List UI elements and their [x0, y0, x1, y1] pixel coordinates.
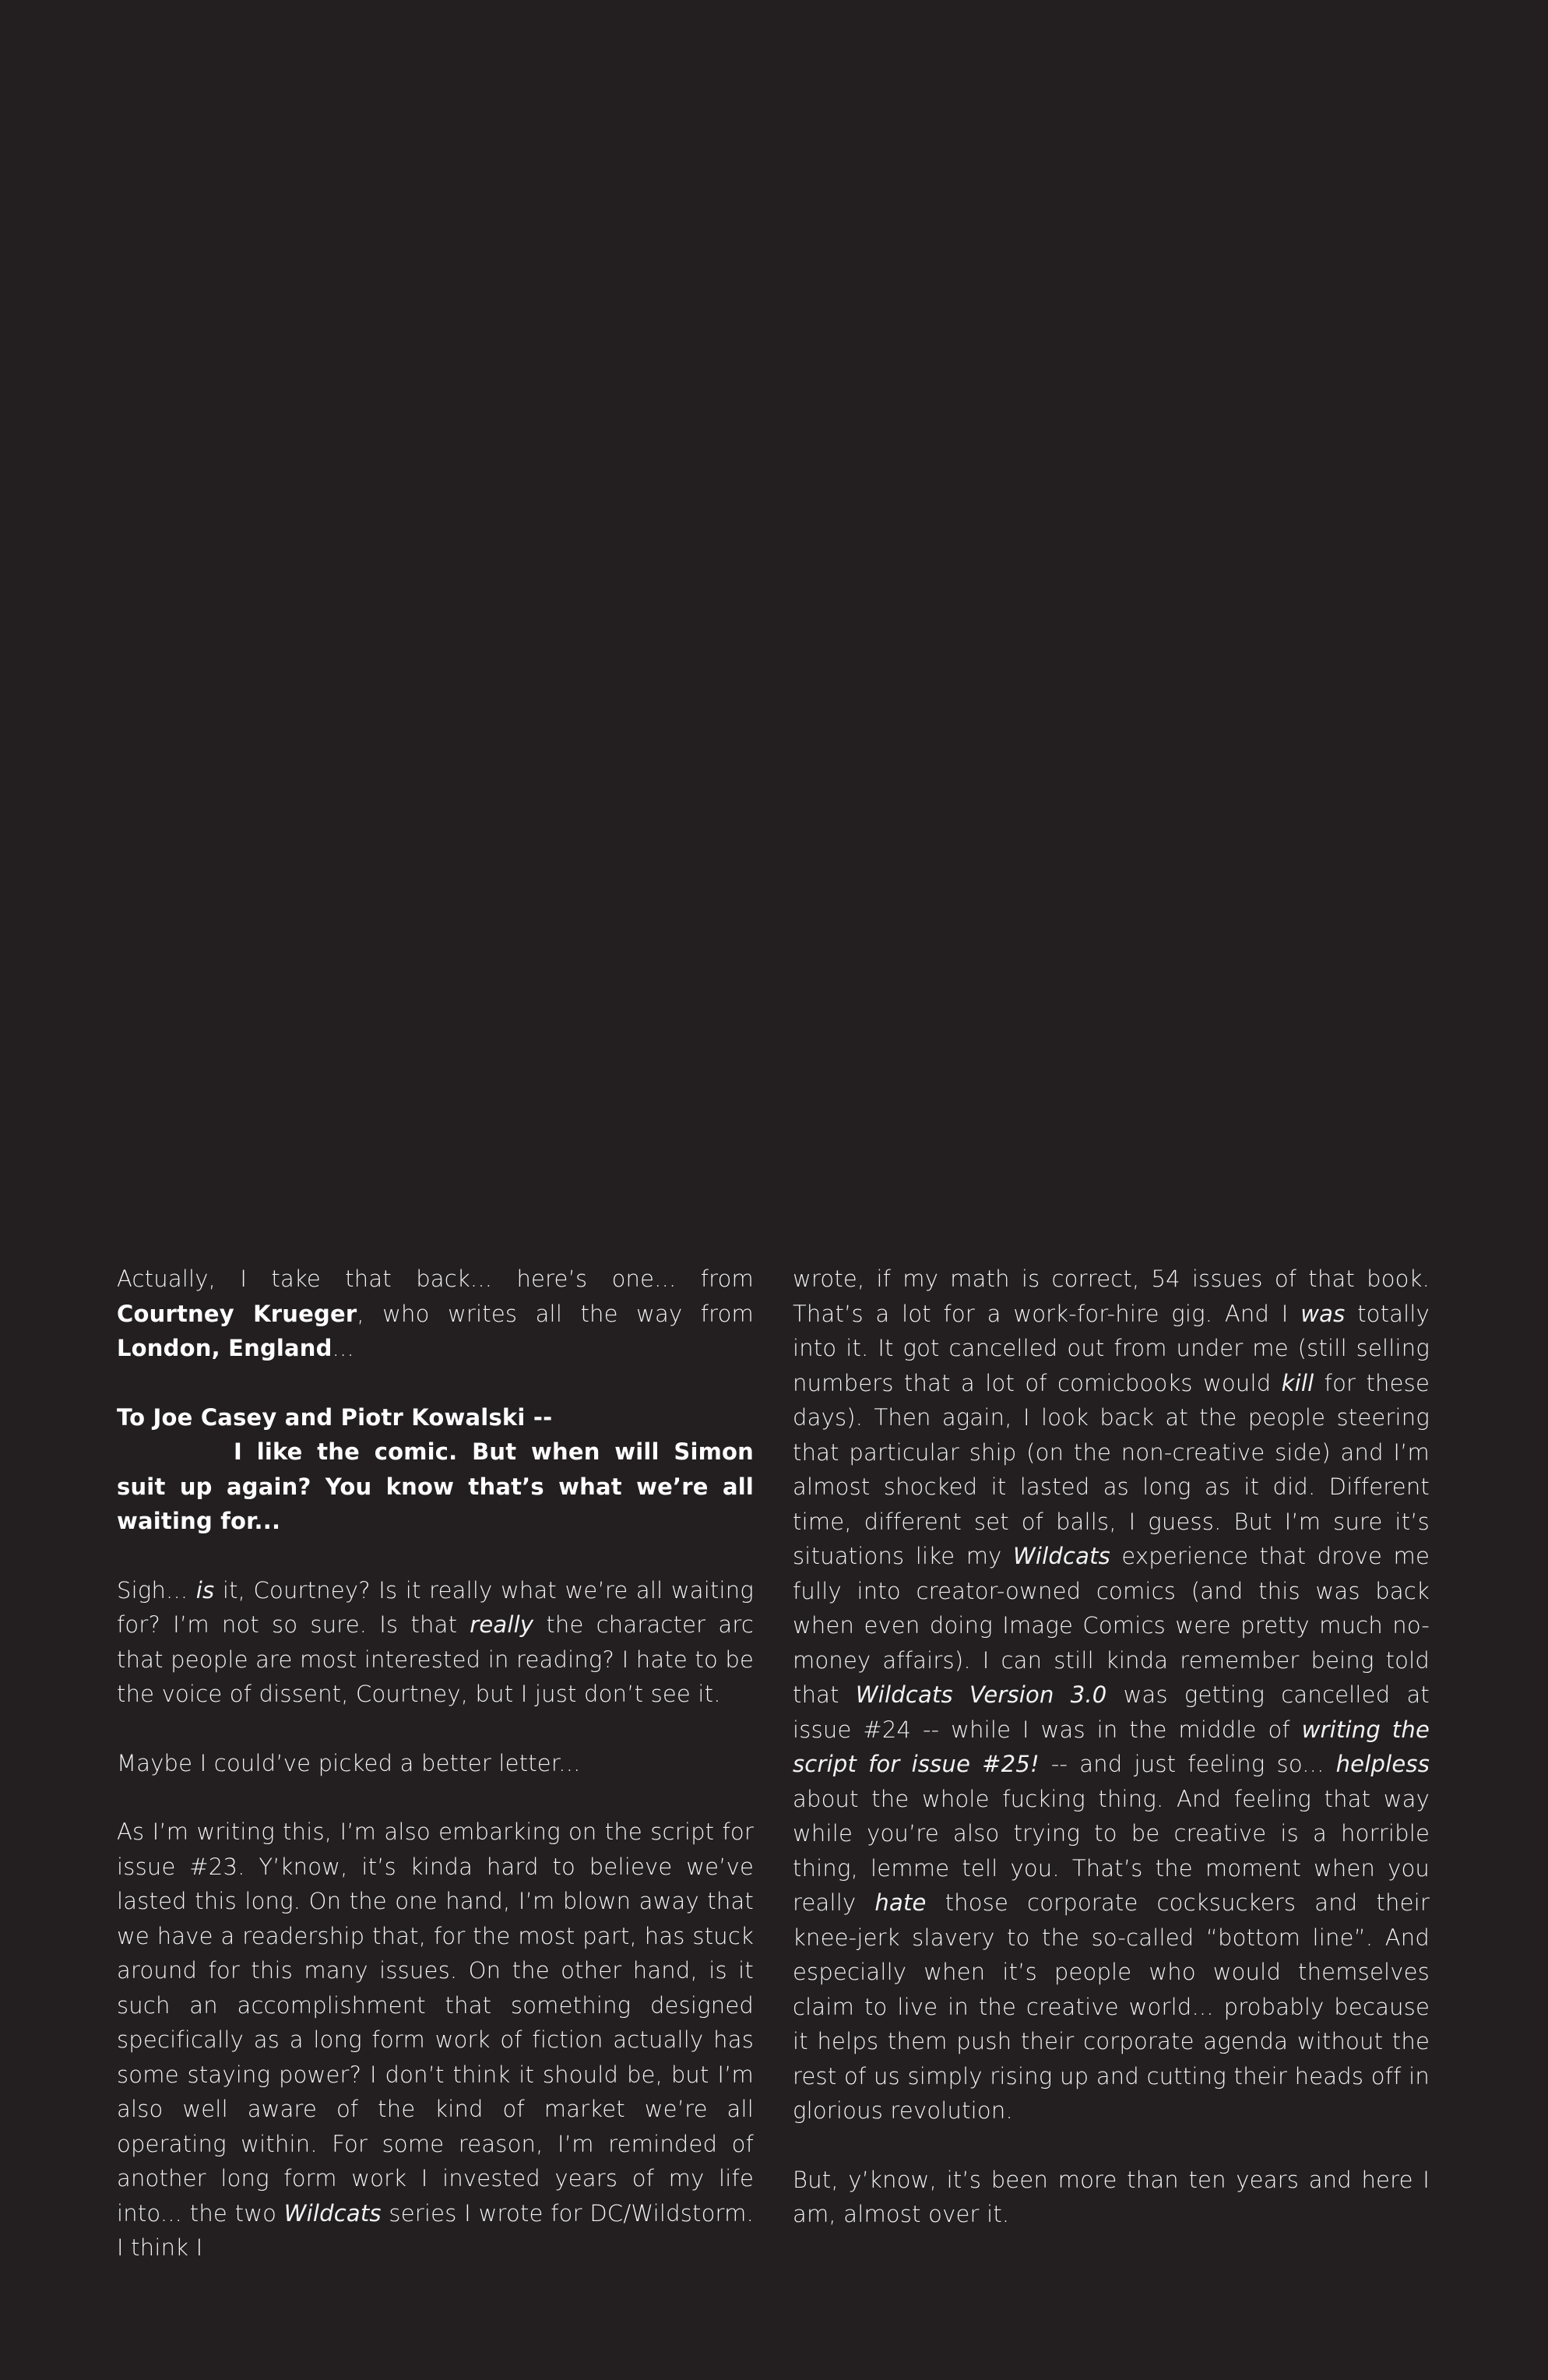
letter-body: I like the comic. But when will Simon suit up again? You know that’s what we’re all waiting for...: [117, 1438, 754, 1534]
response-paragraph-4: wrote, if my math is correct, 54 issues of that book. That’s a lot for a work-for-hire gig. And I was totally into it. It got cancelled out from under me (still selling numbers that a lot of comicbooks would kill for these days). Then again, I look back at the people steering that particular ship (on the non-creative side) and I’m almost shocked it lasted as long as it did. Different time, different set of balls, I guess. But I’m sure it’s situations like my Wildcats experience that drove me fully into creator-owned comics (and this was back when even doing Image Comics were pretty much no-money affairs). I can still kinda remember being told that Wildcats Version 3.0 was getting cancelled at issue #24 -- while I was in the middle of writing the script for issue #25! -- and just feeling so... helpless about the whole fucking thing. And feeling that way while you’re also trying to be creative is a horrible thing, lemme tell you. That’s the moment when you really hate those corporate cocksuckers and their knee-jerk slavery to the so-called “bottom line”. And especially when it’s people who would themselves claim to live in the creative world... probably because it helps them push their corporate agenda without the rest of us simply rising up and cutting their heads off in glorious revolution.: [793, 1266, 1430, 2124]
response-paragraph-3: As I’m writing this, I’m also embarking on the script for issue #23. Y’know, it’s kinda hard to believe we’ve lasted this long. On the one hand, I’m blown away that we have a readership that, for the most part, has stuck around for this many issues. On the other hand, is it such an accomplishment that something designed specifically as a long form work of fiction actually has some staying power? I don’t think it should be, but I’m also well aware of the kind of market we’re all operating within. For some reason, I’m reminded of another long form work I invested years of my life into... the two Wildcats series I wrote for DC/Wildstorm. I think I: [117, 1818, 754, 2261]
letter-intro: Actually, I take that back... here’s one... from Courtney Krueger, who writes all the way from London, England...: [117, 1266, 754, 1361]
response-paragraph-5: But, y’know, it’s been more than ten years and here I am, almost over it.: [793, 2166, 1430, 2227]
letter-writer-location: London, England: [117, 1335, 332, 1361]
letter-salutation: To Joe Casey and Piotr Kowalski --: [117, 1403, 553, 1431]
reader-letter: [117, 1400, 754, 1539]
response-paragraph-1: Sigh... is it, Courtney? Is it really what we’re all waiting for? I’m not so sure. Is that really the character arc that people are most interested in reading? I hate to be the voice of dissent, Courtney, but I just don’t see it.: [117, 1576, 754, 1707]
response-paragraph-2: Maybe I could’ve picked a better letter...: [117, 1749, 581, 1776]
letter-writer-name: Courtney Krueger: [117, 1300, 357, 1327]
left-column: [117, 1262, 754, 2300]
right-column: [793, 1262, 1430, 2266]
